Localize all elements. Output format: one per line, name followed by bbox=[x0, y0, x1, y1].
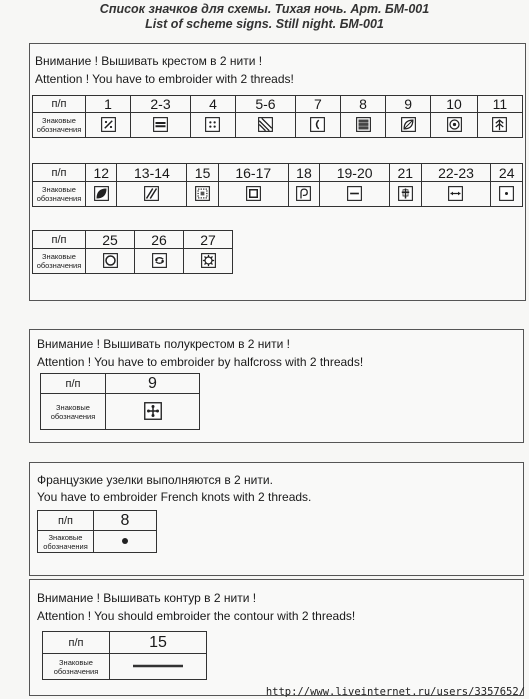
symbol-number: 25 bbox=[86, 231, 135, 249]
leaf-icon bbox=[401, 117, 416, 132]
symbol-cell bbox=[86, 113, 131, 138]
curl-arrow-icon bbox=[296, 186, 311, 201]
contour-line-icon bbox=[131, 662, 185, 670]
symbol-cell bbox=[86, 182, 117, 207]
row-label-number: п/п bbox=[33, 164, 86, 182]
row-label-number: п/п bbox=[43, 632, 110, 654]
row-label-signs: Знаковые обозначения bbox=[33, 182, 86, 207]
cancer-sign-icon bbox=[152, 253, 167, 268]
symbol-number: 8 bbox=[340, 96, 385, 113]
symbol-cell bbox=[340, 113, 385, 138]
symbol-number: 7 bbox=[295, 96, 340, 113]
tree-icon bbox=[492, 117, 507, 132]
symbol-number: 26 bbox=[135, 231, 184, 249]
slash-dots-icon bbox=[101, 117, 116, 132]
knot-dot-icon bbox=[119, 535, 131, 547]
halfcross-table bbox=[40, 373, 200, 430]
symbol-number: 24 bbox=[491, 164, 523, 182]
halfcross-warning-ru: Внимание ! Вышивать полукрестом в 2 нити ! bbox=[37, 337, 290, 351]
row-label-signs: Знаковые обозначения bbox=[38, 531, 94, 553]
symbol-number: 9 bbox=[106, 374, 200, 394]
symbol-table-3 bbox=[32, 230, 233, 274]
symbol-cell bbox=[135, 249, 184, 274]
symbol-cell bbox=[190, 113, 235, 138]
symbol-cell bbox=[94, 531, 157, 553]
row-label-signs: Знаковые обозначения bbox=[33, 249, 86, 274]
row-label-number: п/п bbox=[38, 511, 94, 531]
symbol-number: 2-3 bbox=[131, 96, 191, 113]
symbol-cell bbox=[295, 113, 340, 138]
symbol-cell bbox=[390, 182, 421, 207]
symbol-cell bbox=[86, 249, 135, 274]
symbol-cell bbox=[477, 113, 522, 138]
nested-square-icon bbox=[246, 186, 261, 201]
symbol-cell bbox=[491, 182, 523, 207]
circle-icon bbox=[103, 253, 118, 268]
symbol-number: 27 bbox=[184, 231, 233, 249]
symbol-number: 10 bbox=[431, 96, 478, 113]
symbol-number: 8 bbox=[94, 511, 157, 531]
symbol-cell bbox=[236, 113, 296, 138]
filled-leaf-icon bbox=[94, 186, 109, 201]
grid-fill-icon bbox=[356, 117, 371, 132]
diagonal-stripes-icon bbox=[258, 117, 273, 132]
gear-icon bbox=[201, 253, 216, 268]
knots-table bbox=[37, 510, 157, 553]
cross-icon bbox=[398, 186, 413, 201]
symbol-number: 4 bbox=[190, 96, 235, 113]
contour-warning-en: Attention ! You should embroider the contour with 2 threads! bbox=[37, 609, 356, 623]
symbol-cell bbox=[110, 654, 207, 680]
row-label-number: п/п bbox=[33, 96, 86, 113]
symbol-number: 13-14 bbox=[117, 164, 187, 182]
symbol-cell bbox=[117, 182, 187, 207]
cross-warning-en: Attention ! You have to embroider with 2 threads! bbox=[35, 72, 294, 86]
row-label-number: п/п bbox=[33, 231, 86, 249]
center-dot-icon bbox=[499, 186, 514, 201]
knots-text-ru: Французкие узелки выполняются в 2 нити. bbox=[37, 473, 273, 487]
symbol-number: 11 bbox=[477, 96, 522, 113]
symbol-cell bbox=[131, 113, 191, 138]
arc-icon bbox=[310, 117, 325, 132]
double-slash-icon bbox=[144, 186, 159, 201]
contour-table bbox=[42, 631, 207, 680]
symbol-cell bbox=[320, 182, 390, 207]
row-label-signs: Знаковые обозначения bbox=[41, 394, 106, 430]
symbol-table-1 bbox=[32, 95, 523, 138]
symbol-number: 15 bbox=[187, 164, 218, 182]
symbol-number: 21 bbox=[390, 164, 421, 182]
symbol-cell bbox=[184, 249, 233, 274]
symbol-table-2 bbox=[32, 163, 523, 207]
symbol-number: 19-20 bbox=[320, 164, 390, 182]
symbol-number: 5-6 bbox=[236, 96, 296, 113]
dotted-square-icon bbox=[195, 186, 210, 201]
row-label-number: п/п bbox=[41, 374, 106, 394]
contour-warning-ru: Внимание ! Вышивать контур в 2 нити ! bbox=[37, 591, 257, 605]
symbol-cell bbox=[386, 113, 431, 138]
row-label-signs: Знаковые обозначения bbox=[33, 113, 86, 138]
double-arrow-icon bbox=[448, 186, 463, 201]
double-bar-icon bbox=[153, 117, 168, 132]
knots-text-en: You have to embroider French knots with 2 threads. bbox=[37, 490, 312, 504]
cross-warning-ru: Внимание ! Вышивать крестом в 2 нити ! bbox=[35, 54, 263, 68]
symbol-number: 22-23 bbox=[421, 164, 491, 182]
dot-cross-icon bbox=[144, 402, 162, 420]
symbol-cell bbox=[187, 182, 218, 207]
symbol-number: 18 bbox=[288, 164, 319, 182]
footer-url: http://www.liveinternet.ru/users/3357652/ bbox=[265, 686, 525, 698]
four-dots-icon bbox=[205, 117, 220, 132]
symbol-number: 1 bbox=[86, 96, 131, 113]
target-icon bbox=[447, 117, 462, 132]
symbol-cell bbox=[421, 182, 491, 207]
title-ru: Список значков для схемы. Тихая ночь. Арт. БМ-001 bbox=[99, 2, 430, 16]
symbol-number: 12 bbox=[86, 164, 117, 182]
title-en: List of scheme signs. Still night. БМ-001 bbox=[145, 17, 384, 31]
symbol-cell bbox=[106, 394, 200, 430]
symbol-cell bbox=[218, 182, 288, 207]
symbol-number: 16-17 bbox=[218, 164, 288, 182]
symbol-cell bbox=[431, 113, 478, 138]
halfcross-warning-en: Attention ! You have to embroider by halfcross with 2 threads! bbox=[37, 355, 364, 369]
symbol-number: 15 bbox=[110, 632, 207, 654]
symbol-cell bbox=[288, 182, 319, 207]
horizontal-bar-icon bbox=[347, 186, 362, 201]
symbol-number: 9 bbox=[386, 96, 431, 113]
row-label-signs: Знаковые обозначения bbox=[43, 654, 110, 680]
